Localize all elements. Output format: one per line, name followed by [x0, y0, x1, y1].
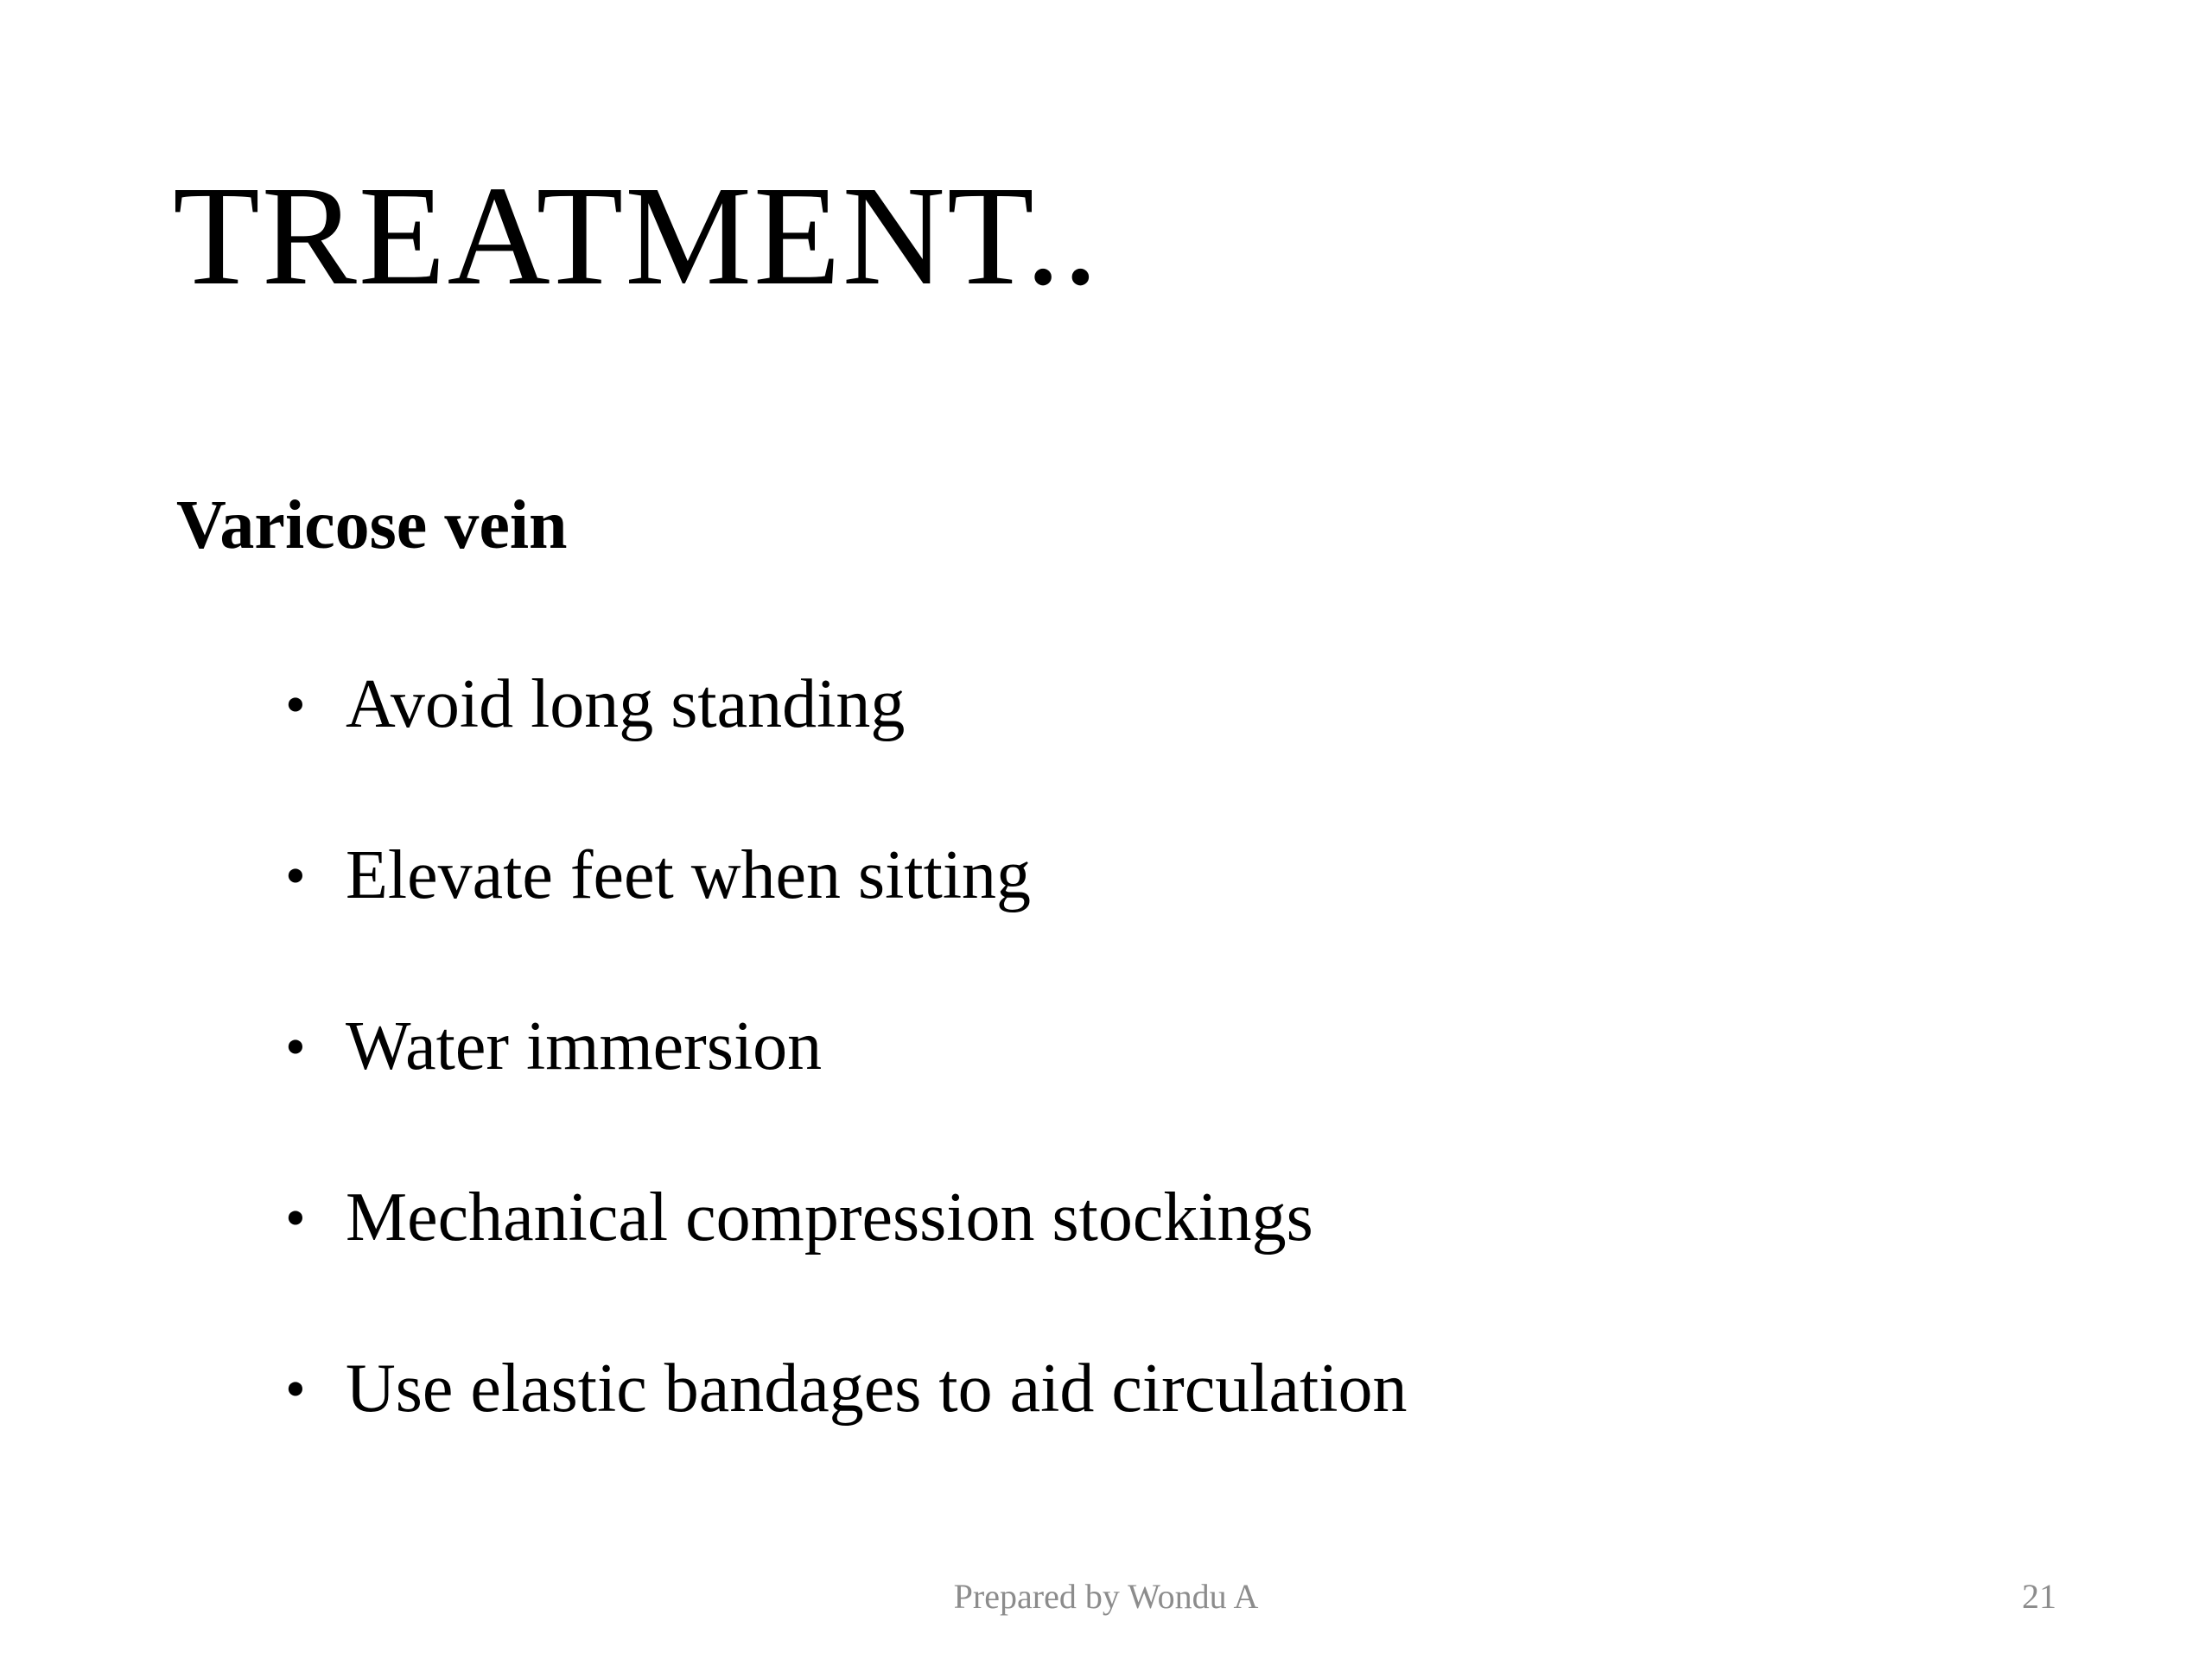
bullet-dot-icon: • — [285, 671, 306, 737]
section-heading: Varicose vein — [176, 487, 568, 563]
bullet-text: Elevate feet when sitting — [346, 837, 1032, 913]
slide-title: TREATMENT.. — [173, 156, 1100, 315]
page-number: 21 — [2022, 1577, 2056, 1616]
footer-author: Prepared by Wondu A — [953, 1577, 1259, 1616]
bullet-text: Avoid long standing — [346, 666, 906, 742]
bullet-text: Mechanical compression stockings — [346, 1179, 1313, 1255]
bullet-dot-icon: • — [285, 1014, 306, 1079]
bullet-text: Use elastic bandages to aid circulation — [346, 1351, 1408, 1427]
bullet-dot-icon: • — [285, 842, 306, 908]
bullet-text: Water immersion — [346, 1008, 823, 1084]
bullet-dot-icon: • — [285, 1356, 306, 1421]
bullet-dot-icon: • — [285, 1185, 306, 1250]
